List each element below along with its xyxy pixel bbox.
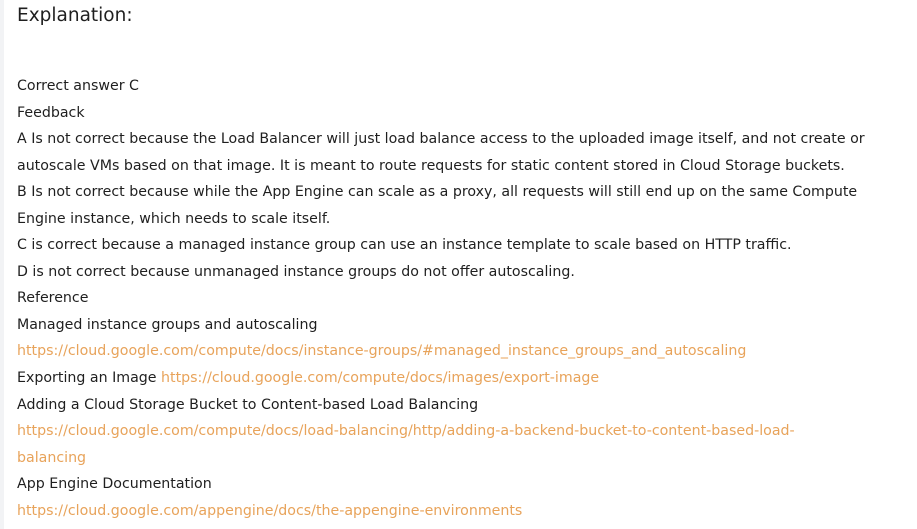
left-border [0,0,4,529]
reference-1-title: Managed instance groups and autoscaling [17,316,318,333]
reference-2-line [17,365,907,392]
option-c-feedback: C is correct because a managed instance group can use an instance template to scale based on HTTP traffic. [17,237,792,254]
option-d-feedback: D is not correct because unmanaged instance groups do not offer autoscaling. [17,263,575,280]
explanation-body [17,73,907,524]
reference-4-title: App Engine Documentation [17,476,212,493]
option-a-feedback-line-2: autoscale VMs based on that image. It is meant to route requests for static content stored in Cloud Storage buckets. [17,157,845,174]
reference-2-title: Exporting an Image [17,370,157,387]
explanation-heading: Explanation: [17,5,133,26]
reference-2-link[interactable]: https://cloud.google.com/compute/docs/images/export-image [161,370,600,387]
reference-1-link[interactable]: https://cloud.google.com/compute/docs/instance-groups/#managed_instance_groups_and_autoscaling [17,343,747,360]
option-b-feedback-line-2: Engine instance, which needs to scale itself. [17,210,331,227]
reference-3-link-line-2 [17,445,907,472]
reference-4-line [17,498,907,525]
reference-4-link[interactable]: https://cloud.google.com/appengine/docs/the-appengine-environments [17,502,523,519]
option-a-feedback-line-1: A Is not correct because the Load Balancer will just load balance access to the uploaded image itself, and not create or [17,131,865,148]
reference-3-link-line-1 [17,418,907,445]
reference-1-line [17,338,907,365]
option-b-feedback-line-1: B Is not correct because while the App Engine can scale as a proxy, all requests will still end up on the same Compute [17,184,858,201]
reference-3-link[interactable]: https://cloud.google.com/compute/docs/load-balancing/http/adding-a-backend-bucket-to-content-based-load- [17,423,795,440]
correct-answer-text: Correct answer C [17,78,139,94]
reference-3-link-continued[interactable]: balancing [17,449,87,466]
feedback-label: Feedback [17,104,85,121]
reference-3-title: Adding a Cloud Storage Bucket to Content-based Load Balancing [17,396,479,413]
reference-label: Reference [17,290,89,307]
explanation-panel [17,0,907,524]
